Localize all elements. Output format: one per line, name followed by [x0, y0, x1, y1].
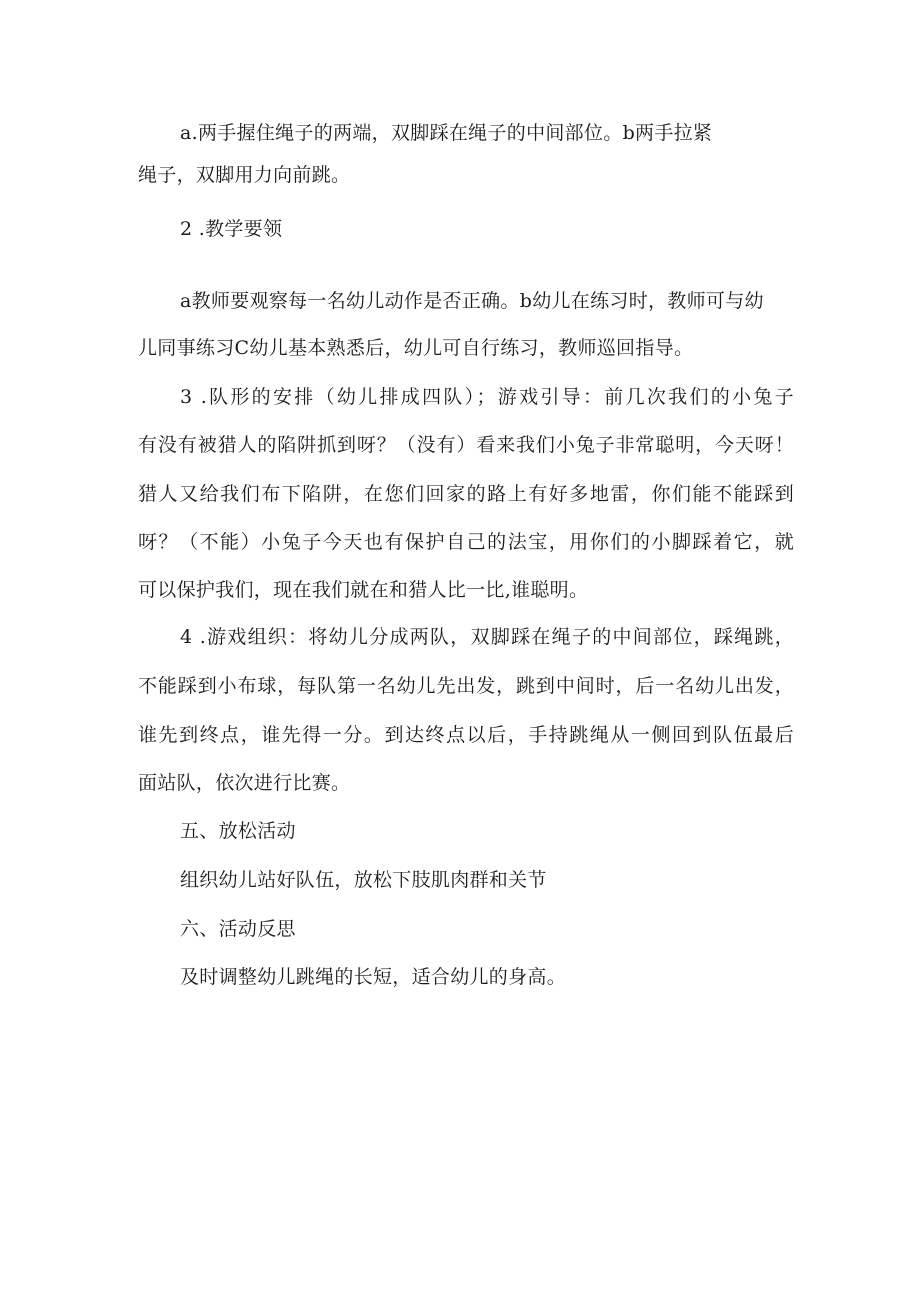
relaxation-text: 组织幼儿站好队伍，放松下肢肌肉群和关节	[180, 869, 547, 891]
paragraph-4-line-1: 4 .游戏组织：将幼儿分成两队，双脚踩在绳子的中间部位，踩绳跳，	[180, 626, 794, 648]
reflection-text: 及时调整幼儿跳绳的长短，适合幼儿的身高。	[180, 966, 567, 988]
paragraph-3-line-4: 呀？（不能）小兔子今天也有保护自己的法宝，用你们的小脚踩着它，就	[138, 531, 794, 553]
paragraph-1-line-1: a.两手握住绳子的两端，双脚踩在绳子的中间部位。b两手拉紧	[180, 122, 713, 144]
paragraph-3-line-3: 猎人又给我们布下陷阱，在您们回家的路上有好多地雷，你们能不能踩到	[138, 483, 794, 505]
section-heading-teaching-points: 2 .教学要领	[180, 218, 283, 240]
paragraph-4-line-2: 不能踩到小布球，每队第一名幼儿先出发，跳到中间时，后一名幼儿出发，	[138, 675, 794, 697]
section-heading-reflection: 六、活动反思	[180, 918, 296, 940]
paragraph-2-line-1: a教师要观察每一名幼儿动作是否正确。b幼儿在练习时，教师可与幼	[180, 290, 764, 312]
paragraph-3-line-2: 有没有被猎人的陷阱抓到呀？（没有）看来我们小兔子非常聪明，今天呀！	[138, 434, 794, 456]
paragraph-2-line-2: 儿同事练习C幼儿基本熟悉后，幼儿可自行练习，教师巡回指导。	[138, 337, 694, 359]
paragraph-4-line-3: 谁先到终点，谁先得一分。到达终点以后，手持跳绳从一侧回到队伍最后	[138, 724, 794, 746]
paragraph-4-line-4: 面站队，依次进行比赛。	[138, 772, 351, 794]
paragraph-3-line-5: 可以保护我们，现在我们就在和猎人比一比,谁聪明。	[138, 579, 589, 601]
paragraph-3-line-1: 3 .队形的安排（幼儿排成四队）；游戏引导：前几次我们的小兔子	[180, 386, 794, 408]
section-heading-relaxation: 五、放松活动	[180, 820, 296, 842]
paragraph-1-line-2: 绳子，双脚用力向前跳。	[138, 164, 351, 186]
